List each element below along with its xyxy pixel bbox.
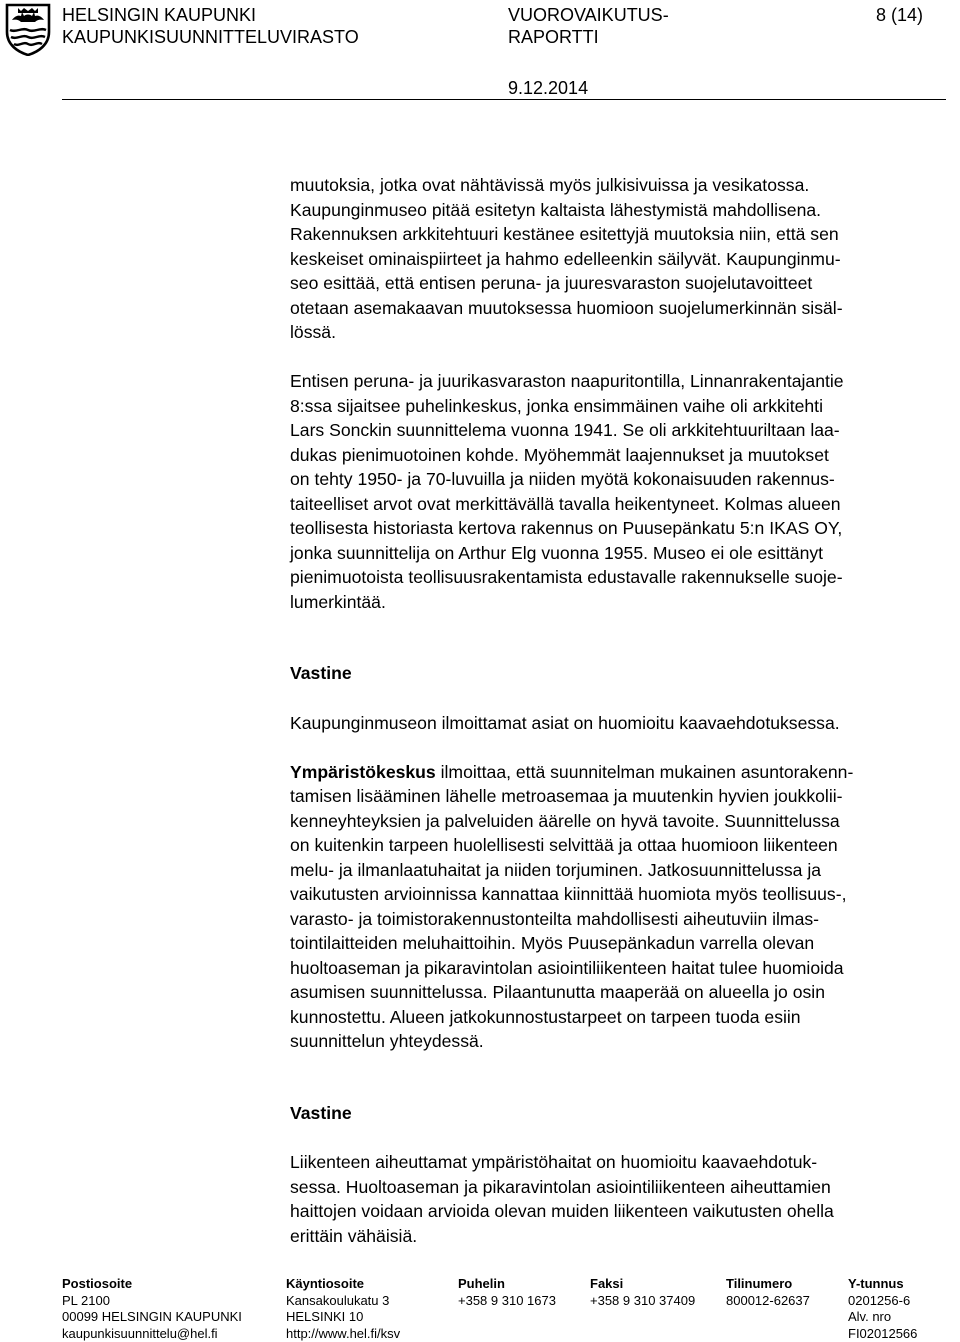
- environment-centre-name: Ympäristökeskus: [290, 761, 436, 782]
- text-line: muutoksia, jotka ovat nähtävissä myös julkisivuissa ja vesikatossa.: [290, 175, 810, 195]
- helsinki-coat-of-arms-logo: [4, 2, 52, 56]
- text-line: pienimuotoista teollisuusrakentamista edustavalle rakennukselle suoje-: [290, 567, 843, 587]
- footer-postal-address: [62, 1276, 242, 1342]
- footer-line: Alv. nro: [848, 1309, 892, 1324]
- text-line: kunnostettu. Alueen jatkokunnostustarpeet on tarpeen tuoda esiin: [290, 1006, 801, 1027]
- footer-line: Kansakoulukatu 3: [286, 1292, 390, 1308]
- footer-visiting-address: [286, 1276, 400, 1342]
- section-heading-vastine-1: Vastine: [290, 663, 352, 683]
- paragraph-environment-centre: [290, 760, 950, 1054]
- text-line: Rakennuksen arkkitehtuuri kestänee esitettyjä muutoksia niin, että sen: [290, 224, 839, 244]
- header-doc-type-line1: VUOROVAIKUTUS-: [508, 5, 669, 25]
- text-line: sessa. Huoltoaseman ja pikaravintolan asiointiliikenteen aiheuttamien: [290, 1176, 831, 1197]
- text-line: varasto- ja toimistorakennustonteilta mahdollisesti aiheutuviin ilmas-: [290, 908, 820, 929]
- footer-line: 800012-62637: [726, 1292, 810, 1308]
- text-line: lumerkintää.: [290, 591, 386, 612]
- footer-account-number: [726, 1276, 810, 1309]
- header-org-line1: HELSINGIN KAUPUNKI: [62, 5, 257, 25]
- text-line: Liikenteen aiheuttamat ympäristöhaitat on huomioitu kaavaehdotuk-: [290, 1152, 818, 1172]
- header-doc-type-line2: RAPORTTI: [508, 27, 599, 47]
- text-line: on kuitenkin tarpeen huolellisesti selvittää ja ottaa huomioon liikenteen: [290, 835, 838, 855]
- paragraph-response-environment: [290, 1150, 950, 1248]
- footer-website: http://www.hel.fi/ksv: [286, 1325, 401, 1341]
- text-line: tamisen lisääminen lähelle metroasemaa ja muutenkin hyvien joukkolii-: [290, 786, 843, 806]
- text-line: Kaupunginmuseo pitää esitetyn kaltaista lähestymistä mahdollisena.: [290, 199, 822, 220]
- footer-heading: Faksi: [590, 1276, 624, 1291]
- text-line: on tehty 1950- ja 70-luvuilla ja niiden myötä kokonaisuuden rakennus-: [290, 469, 835, 489]
- text-line: seo esittää, että entisen peruna- ja juuresvaraston suojelutavoitteet: [290, 273, 813, 293]
- text-line: vaikutusten arvioinnissa kannattaa kiinnittää huomiota myös teollisuus-,: [290, 884, 847, 904]
- text-line: dukas pienimuotoinen kohde. Myöhemmät laajennukset ja muutokset: [290, 444, 829, 465]
- footer-heading: Tilinumero: [726, 1276, 793, 1291]
- text-line: lössä.: [290, 322, 336, 342]
- text-line: teollisesta historiasta kertova rakennus on Puusepänkatu 5:n IKAS OY,: [290, 518, 843, 538]
- paragraph-neighbouring-buildings: [290, 369, 950, 614]
- footer-phone: [458, 1276, 556, 1309]
- footer-line: PL 2100: [62, 1292, 110, 1308]
- text-line: suunnittelun yhteydessä.: [290, 1031, 484, 1051]
- footer-line: +358 9 310 37409: [590, 1292, 696, 1308]
- text-line: asumisen suunnittelussa. Pilaantunutta maaperää on alueella jo osin: [290, 982, 826, 1002]
- header-org-line2: KAUPUNKISUUNNITTELUVIRASTO: [62, 27, 359, 47]
- footer-heading: Y-tunnus: [848, 1276, 904, 1291]
- text-line: haittojen voidaan arvioida olevan muiden liikenteen vaikutusten ohella: [290, 1201, 834, 1221]
- footer-fax: [590, 1276, 695, 1309]
- text-line: erittäin vähäisiä.: [290, 1225, 418, 1246]
- text-line: melu- ja ilmanlaatuhaitat ja niiden torjuminen. Jatkosuunnittelussa ja: [290, 859, 822, 880]
- header-divider: [62, 99, 946, 100]
- footer-line: 00099 HELSINGIN KAUPUNKI: [62, 1309, 242, 1324]
- header-organization: [62, 4, 359, 48]
- text-line: Kaupunginmuseon ilmoittamat asiat on huomioitu kaavaehdotuksessa.: [290, 712, 840, 733]
- text-line: keskeiset ominaispiirteet ja hahmo edelleenkin säilyvät. Kaupunginmu-: [290, 248, 841, 269]
- footer-line: HELSINKI 10: [286, 1309, 364, 1324]
- document-date: 9.12.2014: [508, 78, 589, 98]
- text-line: ilmoittaa, että suunnitelman mukainen asuntorakenn-: [435, 761, 854, 782]
- footer-email: kaupunkisuunnittelu@hel.fi: [62, 1325, 218, 1341]
- page-number: 8 (14): [876, 5, 924, 25]
- footer-line: 0201256-6: [848, 1292, 911, 1308]
- section-heading-vastine-2: Vastine: [290, 1102, 352, 1123]
- text-line: jonka suunnittelija on Arthur Elg vuonna 1955. Museo ei ole esittänyt: [290, 542, 824, 563]
- text-line: huoltoaseman ja pikaravintolan asiointiliikenteen haitat tulee huomioida: [290, 957, 844, 978]
- footer-heading: Puhelin: [458, 1276, 505, 1291]
- footer-line: FI02012566: [848, 1325, 918, 1341]
- text-line: 8:ssa sijaitsee puhelinkeskus, jonka ensimmäinen vaihe oli arkkitehti: [290, 395, 823, 416]
- text-line: kenneyhteyksien ja palveluiden äärelle on hyvä tavoite. Suunnittelussa: [290, 810, 840, 831]
- text-line: otetaan asemakaavan muutoksessa huomioon suojelumerkinnän sisäl-: [290, 297, 843, 318]
- text-line: Lars Sonckin suunnittelema vuonna 1941. Se oli arkkitehtuuriltaan laa-: [290, 420, 840, 440]
- paragraph-museum-opinion: [290, 173, 950, 345]
- text-line: Entisen peruna- ja juurikasvaraston naapuritontilla, Linnanrakentajantie: [290, 371, 844, 391]
- footer-line: +358 9 310 1673: [458, 1292, 556, 1308]
- text-line: tointilaitteiden meluhaittoihin. Myös Puusepänkadun varrella olevan: [290, 933, 815, 953]
- paragraph-response-museum: [290, 711, 950, 736]
- footer-heading: Käyntiosoite: [286, 1276, 365, 1291]
- text-line: taiteelliset arvot ovat merkittävällä tavalla heikentyneet. Kolmas alueen: [290, 493, 841, 514]
- document-body: [290, 173, 950, 1248]
- footer-heading: Postiosoite: [62, 1276, 133, 1291]
- footer-business-id: [848, 1276, 917, 1342]
- header-document-type: [508, 4, 669, 48]
